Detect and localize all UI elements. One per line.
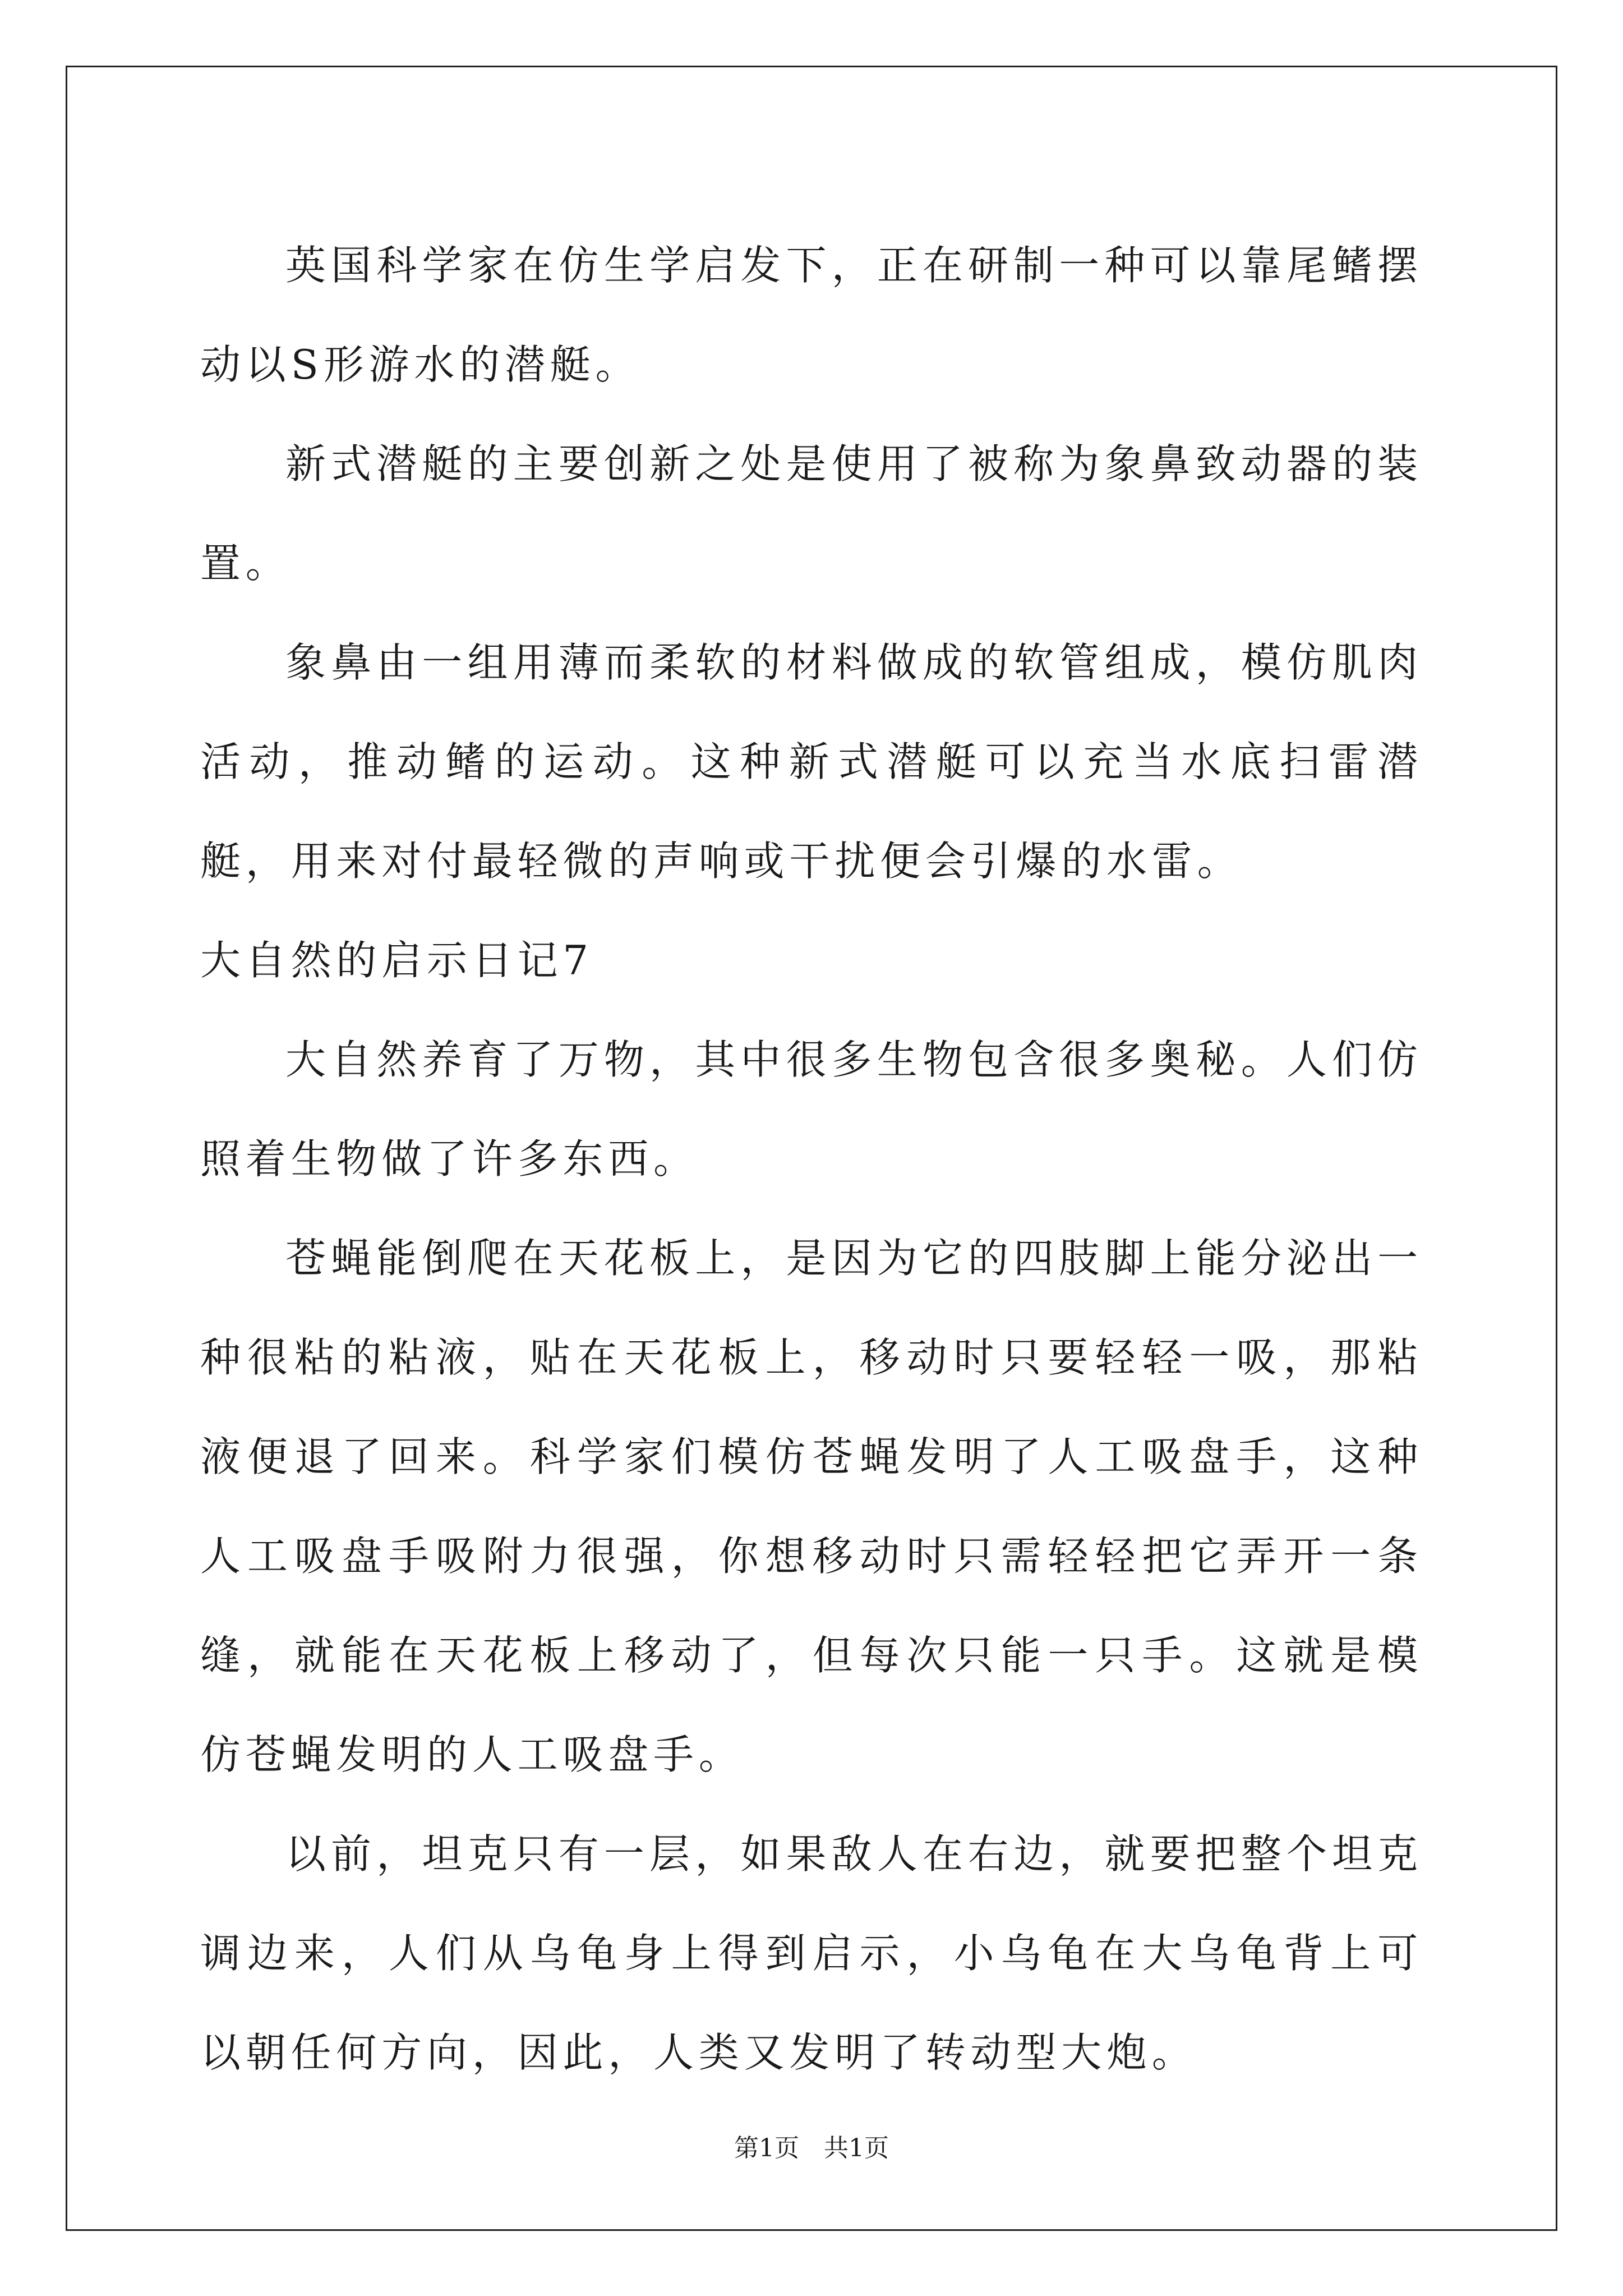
paragraph-nature-intro: 大自然养育了万物，其中很多生物包含很多奥秘。人们仿照着生物做了许多东西。 [200, 1036, 1423, 1182]
paragraph-trunk: 象鼻由一组用薄而柔软的材料做成的软管组成，模仿肌肉活动，推动鳍的运动。这种新式潜艇可以充当水底扫雷潜艇，用来对付最轻微的声响或干扰便会引爆的水雷。 [200, 639, 1423, 885]
paragraph-submarine-intro: 英国科学家在仿生学启发下，正在研制一种可以靠尾鳍摆动以S形游水的潜艇。 [200, 242, 1423, 388]
paragraph-tank: 以前，坦克只有一层，如果敌人在右边，就要把整个坦克调边来，人们从乌龟身上得到启示，小乌龟在大乌龟背上可以朝任何方向，因此，人类又发明了转动型大炮。 [200, 1830, 1423, 2076]
paragraph-actuator: 新式潜艇的主要创新之处是使用了被称为象鼻致动器的装置。 [200, 440, 1423, 587]
document-body [200, 216, 1423, 2102]
section-heading: 大自然的启示日记7 [200, 937, 594, 984]
paragraph-fly: 苍蝇能倒爬在天花板上，是因为它的四肢脚上能分泌出一种很粘的粘液，贴在天花板上，移动时只要轻轻一吸，那粘液便退了回来。科学家们模仿苍蝇发明了人工吸盘手，这种人工吸盘手吸附力很强，你想移动时只需轻轻把它弄开一条缝，就能在天花板上移动了，但每次只能一只手。这就是模仿苍蝇发明的人工吸盘手。 [200, 1235, 1423, 1778]
page-footer: 第1页 共1页 [734, 2134, 889, 2162]
